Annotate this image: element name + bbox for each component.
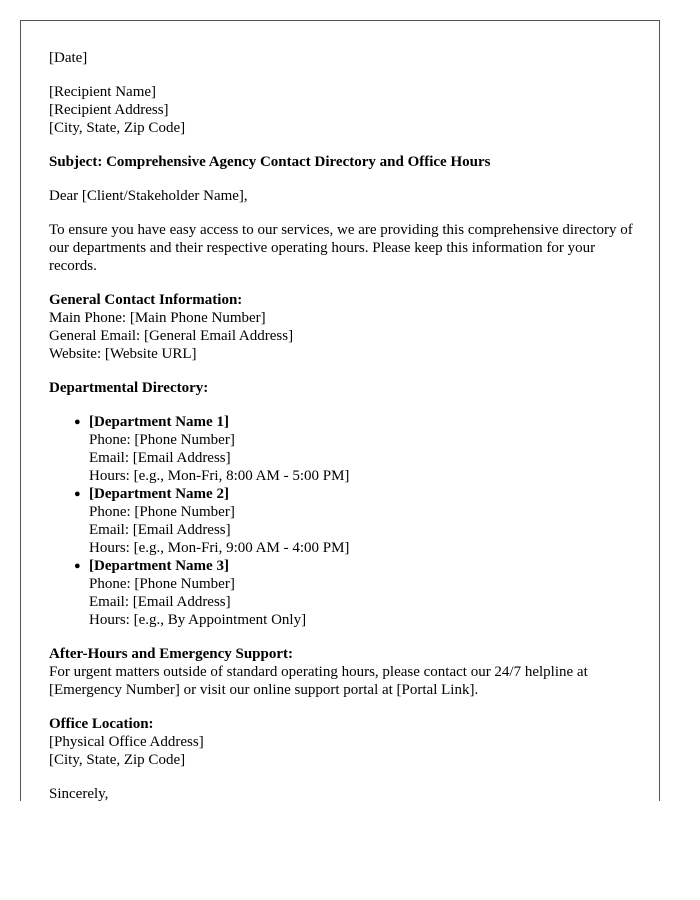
recipient-address: [Recipient Address] xyxy=(49,102,169,118)
general-contact-heading: General Contact Information: xyxy=(49,292,243,308)
department-email: Email: [Email Address] xyxy=(89,450,231,466)
department-list xyxy=(49,413,639,629)
salutation: Dear [Client/Stakeholder Name], xyxy=(49,188,248,204)
after-hours-heading: After-Hours and Emergency Support: xyxy=(49,646,294,662)
after-hours-section xyxy=(49,645,639,699)
bullet-icon: ● xyxy=(74,416,81,428)
office-city-state-zip: [City, State, Zip Code] xyxy=(49,752,186,768)
department-email: Email: [Email Address] xyxy=(89,594,231,610)
letter-page xyxy=(20,20,660,801)
website: Website: [Website URL] xyxy=(49,346,197,362)
subject-line: Subject: Comprehensive Agency Contact Directory and Office Hours xyxy=(49,154,491,170)
closing: Sincerely, xyxy=(49,786,109,801)
department-phone: Phone: [Phone Number] xyxy=(89,504,235,520)
department-phone: Phone: [Phone Number] xyxy=(89,432,235,448)
office-location-section xyxy=(49,715,639,769)
department-name: [Department Name 2] xyxy=(89,486,229,502)
department-name: [Department Name 3] xyxy=(89,558,229,574)
department-hours: Hours: [e.g., Mon-Fri, 8:00 AM - 5:00 PM] xyxy=(89,468,350,484)
recipient-city-state-zip: [City, State, Zip Code] xyxy=(49,120,186,136)
department-email: Email: [Email Address] xyxy=(89,522,231,538)
after-hours-text: For urgent matters outside of standard operating hours, please contact our 24/7 helpline at [Emergency Number] or visit our online support portal at [Portal Link]. xyxy=(49,664,588,698)
letter-date: [Date] xyxy=(49,50,88,66)
department-hours: Hours: [e.g., Mon-Fri, 9:00 AM - 4:00 PM] xyxy=(89,540,350,556)
office-location-heading: Office Location: xyxy=(49,716,154,732)
general-contact-section xyxy=(49,291,639,363)
bullet-icon: ● xyxy=(74,488,81,500)
list-item xyxy=(74,413,639,485)
list-item xyxy=(74,485,639,557)
list-item xyxy=(74,557,639,629)
department-phone: Phone: [Phone Number] xyxy=(89,576,235,592)
recipient-block xyxy=(49,83,639,137)
letter-body xyxy=(49,49,639,801)
recipient-name: [Recipient Name] xyxy=(49,84,157,100)
intro-paragraph: To ensure you have easy access to our services, we are providing this comprehensive directory of our departments and their respective operating hours. Please keep this information for your records. xyxy=(49,222,633,274)
department-hours: Hours: [e.g., By Appointment Only] xyxy=(89,612,307,628)
department-name: [Department Name 1] xyxy=(89,414,229,430)
office-address: [Physical Office Address] xyxy=(49,734,204,750)
general-email: General Email: [General Email Address] xyxy=(49,328,294,344)
directory-heading: Departmental Directory: xyxy=(49,380,209,396)
bullet-icon: ● xyxy=(74,560,81,572)
main-phone: Main Phone: [Main Phone Number] xyxy=(49,310,266,326)
